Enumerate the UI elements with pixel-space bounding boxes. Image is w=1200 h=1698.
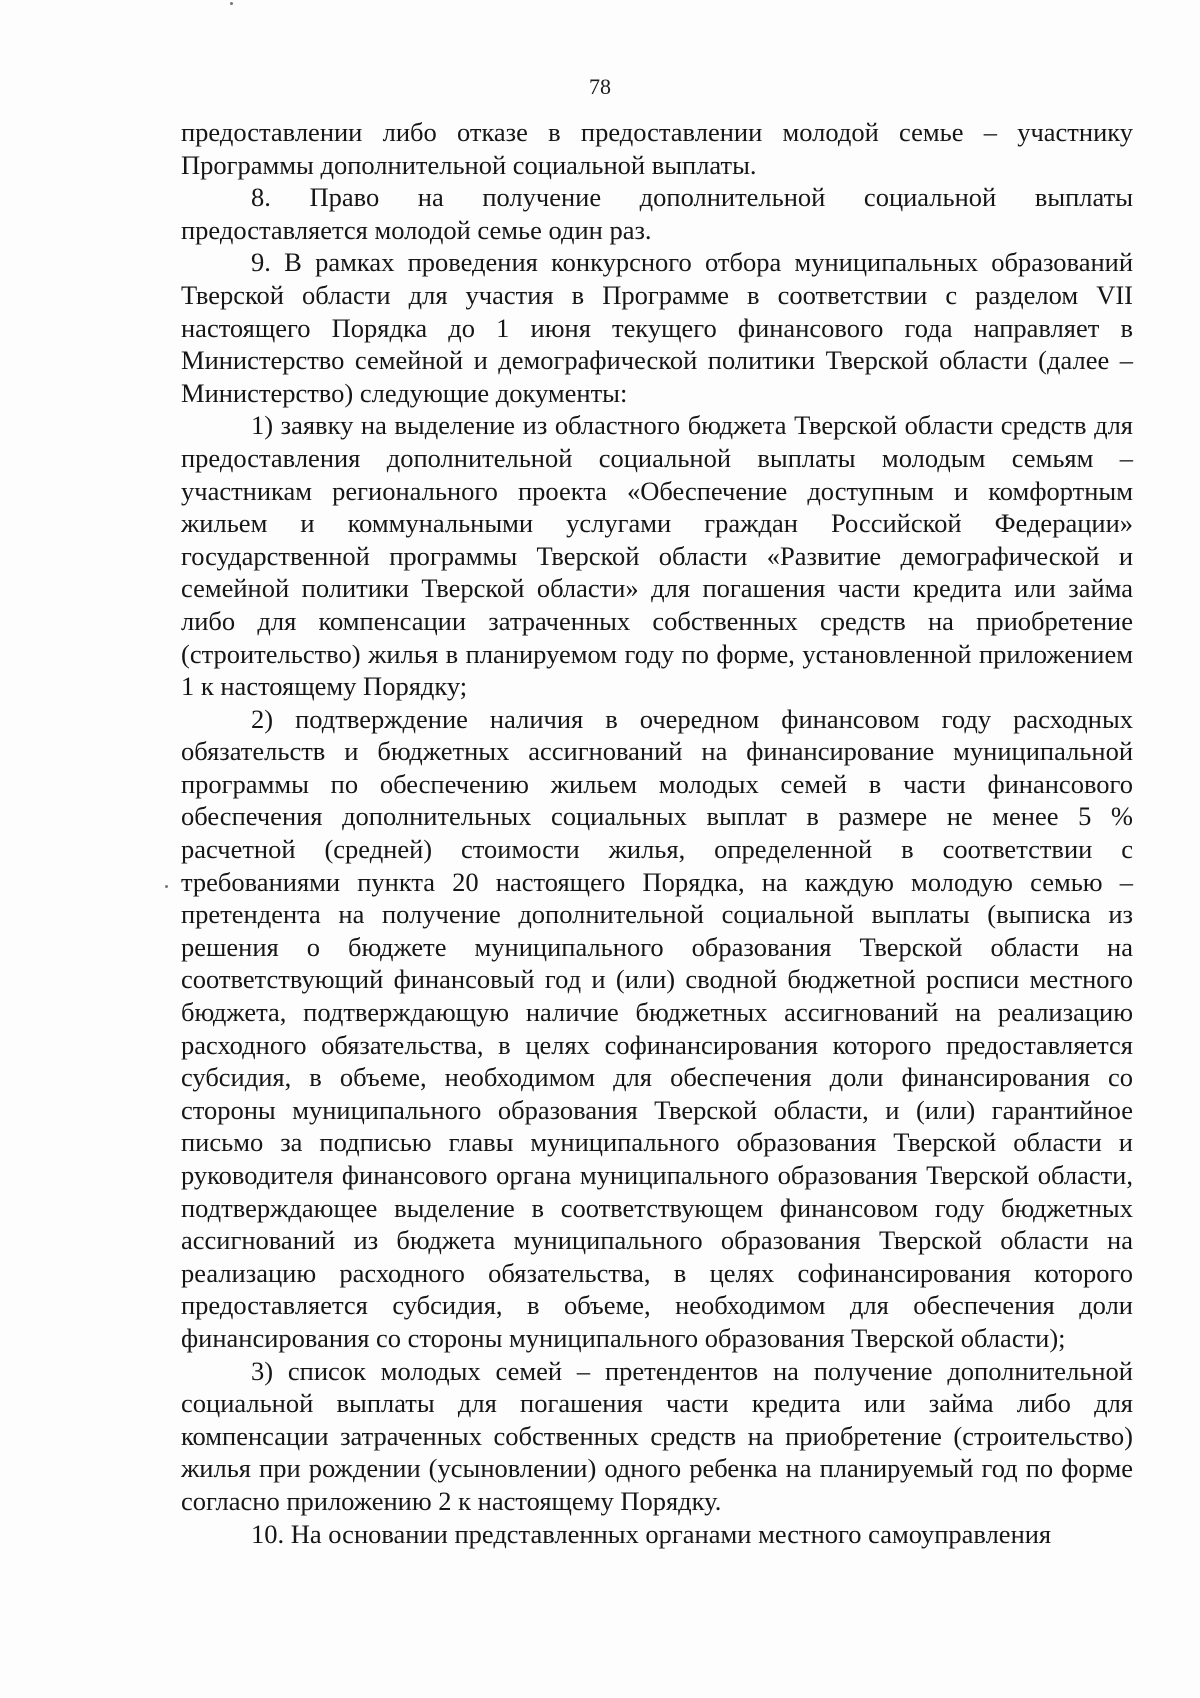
paragraph-subitem-3: 3) список молодых семей – претендентов на получение дополнительной социальной выплаты для погашения части кредита или займа либо для компенсации затраченных собственных средств на приобретение (строительство) жилья при рождении (усыновлении) одного ребенка на планируемый год по форме согласно приложению 2 к настоящему Порядку.	[181, 1355, 1133, 1516]
paragraph-item-10: 10. На основании представленных органами местного самоуправления	[251, 1518, 1052, 1549]
paragraph-item-8: 8. Право на получение дополнительной социальной выплаты предоставляется молодой семье один раз.	[181, 182, 1133, 245]
paragraph-continuation: предоставлении либо отказе в предоставлении молодой семье – участнику Программы дополнительной социальной выплаты.	[181, 117, 1133, 180]
page-number: 78	[589, 74, 611, 99]
paragraph-subitem-2: 2) подтверждение наличия в очередном финансовом году расходных обязательств и бюджетных ассигнований на финансирование муниципальной программы по обеспечению жильем молодых семей в части финансового обеспечения дополнительных социальных выплат в размере не менее 5 % расчетной (средней) стоимости жилья, определенной в соответствии с требованиями пункта 20 настоящего Порядка, на каждую молодую семью – претендента на получение дополнительной социальной выплаты (выписка из решения о бюджете муниципального образования Тверской области на соответствующий финансовый год и (или) сводной бюджетной росписи местного бюджета, подтверждающую наличие бюджетных ассигнований на реализацию расходного обязательства, в целях софинансирования которого предоставляется субсидия, в объеме, необходимом для обеспечения доли финансирования со стороны муниципального образования Тверской области, и (или) гарантийное письмо за подписью главы муниципального образования Тверской области и руководителя финансового органа муниципального образования Тверской области, подтверждающее выделение в соответствующем финансовом году бюджетных ассигнований из бюджета муниципального образования Тверской области на реализацию расходного обязательства, в целях софинансирования которого предоставляется субсидия, в объеме, необходимом для обеспечения доли финансирования со стороны муниципального образования Тверской области);	[181, 703, 1133, 1353]
paragraph-item-9: 9. В рамках проведения конкурсного отбора муниципальных образований Тверской области для участия в Программе в соответствии с разделом VII настоящего Порядка до 1 июня текущего финансового года направляет в Министерство семейной и демографической политики Тверской области (далее – Министерство) следующие документы:	[181, 247, 1133, 408]
document-body	[181, 116, 1133, 1550]
scan-speck	[165, 885, 168, 888]
paragraph-subitem-1: 1) заявку на выделение из областного бюджета Тверской области средств для предоставления дополнительной социальной выплаты молодым семьям – участникам регионального проекта «Обеспечение доступным и комфортным жильем и коммунальными услугами граждан Российской Федерации» государственной программы Тверской области «Развитие демографической и семейной политики Тверской области» для погашения части кредита или займа либо для компенсации затраченных собственных средств на приобретение (строительство) жилья в планируемом году по форме, установленной приложением 1 к настоящему Порядку;	[181, 410, 1133, 702]
scan-speck	[230, 2, 233, 5]
